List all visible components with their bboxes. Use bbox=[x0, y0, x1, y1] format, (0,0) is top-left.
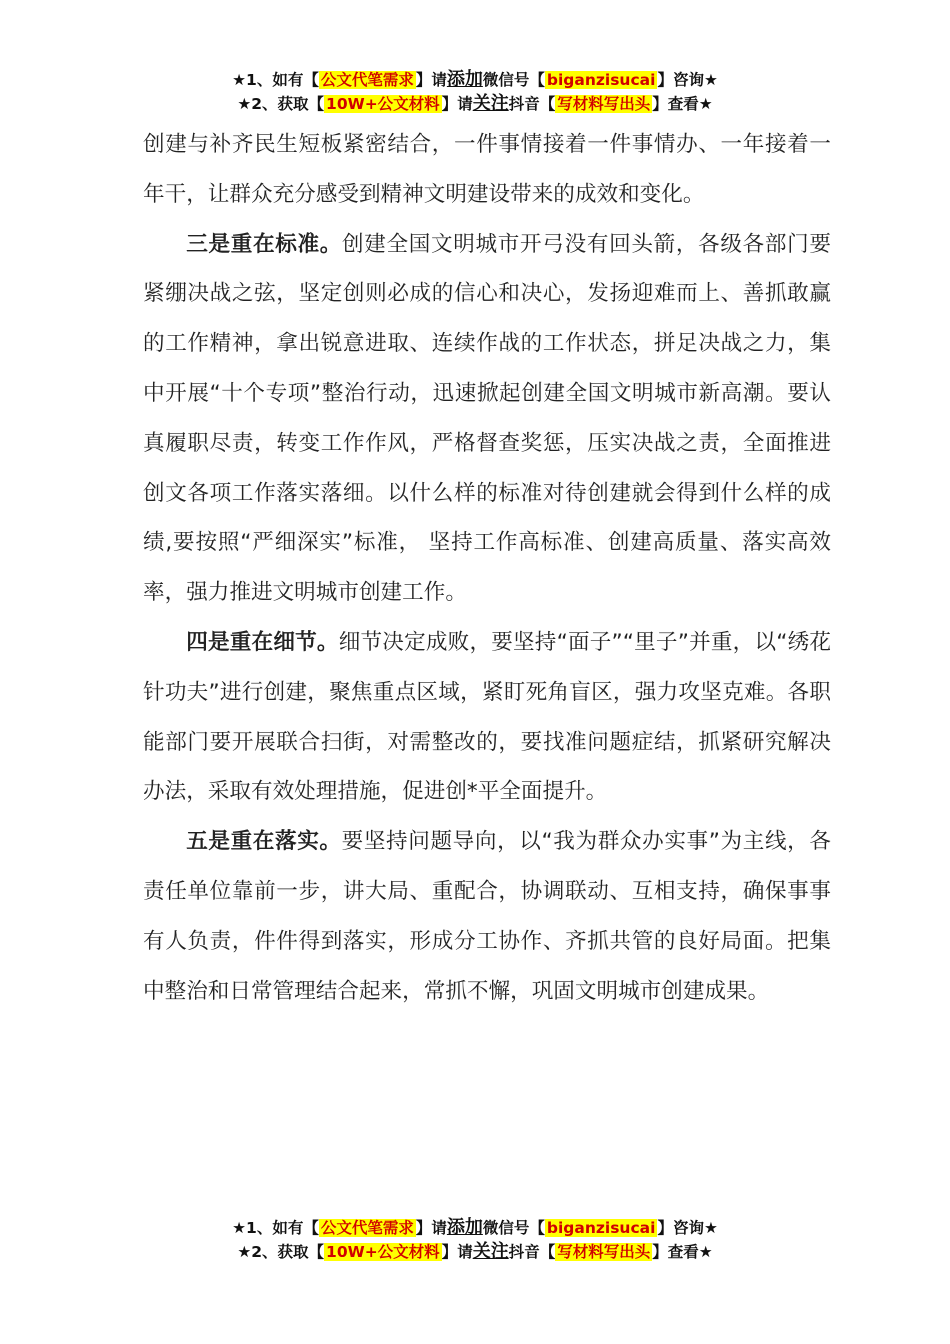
wechat-id-highlight: biganzisucai bbox=[546, 1219, 656, 1237]
footer-banner bbox=[0, 1216, 950, 1264]
banner-highlight: 10W+公文材料 bbox=[326, 1243, 440, 1261]
paragraph-detail bbox=[143, 618, 831, 817]
banner-emphasis: 关注 bbox=[472, 1241, 509, 1262]
banner-emphasis: 关注 bbox=[472, 93, 509, 114]
banner-text: 】查看★ bbox=[652, 95, 713, 113]
header-banner bbox=[0, 68, 950, 116]
banner-line-1 bbox=[0, 1216, 950, 1240]
banner-text: ★2、获取【 bbox=[237, 95, 325, 113]
banner-text: 】请 bbox=[441, 1243, 473, 1261]
banner-highlight: 公文代笔需求 bbox=[320, 71, 414, 89]
banner-text: 】咨询★ bbox=[657, 71, 718, 89]
paragraph-lead: 五是重在落实。 bbox=[186, 829, 342, 855]
banner-highlight: 10W+公文材料 bbox=[326, 95, 440, 113]
paragraph-standard bbox=[143, 220, 831, 618]
banner-text: 】查看★ bbox=[652, 1243, 713, 1261]
banner-emphasis: 添加 bbox=[446, 1217, 483, 1238]
paragraph-implementation bbox=[143, 817, 831, 1016]
banner-text: 】请 bbox=[441, 95, 473, 113]
banner-text: 】咨询★ bbox=[657, 1219, 718, 1237]
banner-text: ★2、获取【 bbox=[237, 1243, 325, 1261]
banner-text: 抖音【 bbox=[508, 1243, 556, 1261]
banner-line-2 bbox=[0, 1240, 950, 1264]
banner-text: 抖音【 bbox=[508, 95, 556, 113]
banner-text: 微信号【 bbox=[482, 71, 545, 89]
paragraph-text: 要坚持问题导向，以“我为群众办实事”为主线，各责任单位靠前一步，讲大局、重配合，协调联动、互相支持，确保事事有人负责，件件得到落实，形成分工协作、齐抓共管的良好局面。把集中整治和日常管理结合起来，常抓不懈，巩固文明城市创建成果。 bbox=[143, 829, 831, 1004]
douyin-highlight: 写材料写出头 bbox=[557, 1243, 651, 1261]
document-body bbox=[143, 120, 831, 1016]
paragraph-continued bbox=[143, 120, 831, 220]
paragraph-text: 创建与补齐民生短板紧密结合，一件事情接着一件事情办、一年接着一年干，让群众充分感受到精神文明建设带来的成效和变化。 bbox=[143, 132, 831, 207]
banner-emphasis: 添加 bbox=[446, 69, 483, 90]
paragraph-text: 创建全国文明城市开弓没有回头箭，各级各部门要紧绷决战之弦，坚定创则必成的信心和决心，发扬迎难而上、善抓敢赢的工作精神，拿出锐意进取、连续作战的工作状态，拼足决战之力，集中开展“十个专项”整治行动，迅速掀起创建全国文明城市新高潮。要认真履职尽责，转变工作作风，严格督查奖惩，压实决战之责，全面推进创文各项工作落实落细。以什么样的标准对待创建就会得到什么样的成绩,要按照“严细深实”标准， 坚持工作高标准、创建高质量、落实高效率，强力推进文明城市创建工作。 bbox=[143, 231, 831, 606]
paragraph-lead: 四是重在细节。 bbox=[186, 629, 339, 655]
banner-text: 】请 bbox=[415, 71, 447, 89]
banner-text: ★1、如有【 bbox=[232, 1219, 319, 1237]
banner-line-1 bbox=[0, 68, 950, 92]
banner-text: ★1、如有【 bbox=[232, 71, 319, 89]
banner-text: 】请 bbox=[415, 1219, 447, 1237]
paragraph-lead: 三是重在标准。 bbox=[186, 231, 342, 257]
douyin-highlight: 写材料写出头 bbox=[557, 95, 651, 113]
paragraph-text: 细节决定成败，要坚持“面子”“里子”并重，以“绣花针功夫”进行创建，聚焦重点区域，紧盯死角盲区，强力攻坚克难。各职能部门要开展联合扫街，对需整改的，要找准问题症结，抓紧研究解决办法，采取有效处理措施，促进创*平全面提升。 bbox=[143, 629, 831, 805]
banner-highlight: 公文代笔需求 bbox=[320, 1219, 414, 1237]
banner-text: 微信号【 bbox=[482, 1219, 545, 1237]
wechat-id-highlight: biganzisucai bbox=[546, 71, 656, 89]
banner-line-2 bbox=[0, 92, 950, 116]
